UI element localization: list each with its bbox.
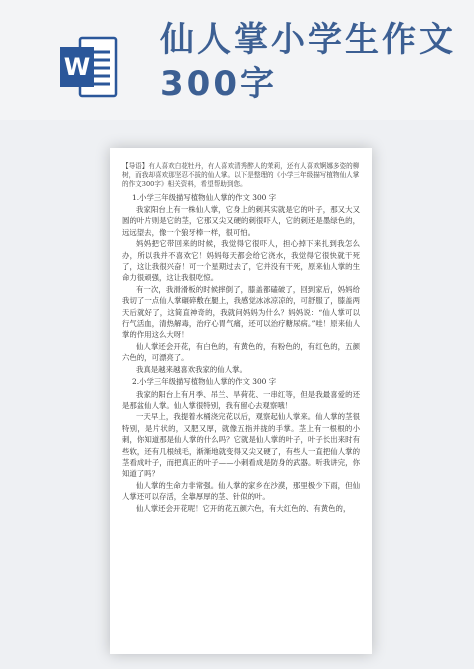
document-content — [122, 162, 360, 514]
paragraph: 我家的阳台上有月季、吊兰、旱荷花、一串红等，但是我最喜爱的还是那盆仙人掌。仙人掌很特别，我有留心去观察哦！ — [122, 389, 360, 410]
paragraph: 我家阳台上有一株仙人掌，它身上的刺其实就是它的叶子，那又大又圆的叶片则是它的茎，它那又尖又硬的刺很吓人，它的刺还是墨绿色的，远远望去，像一个狼牙棒一样，很可怕。 — [122, 205, 360, 237]
paragraph: 一天早上，我提着水桶浇完花以后，观察起仙人掌来。仙人掌的茎很特别，是片状的，又肥又厚，就像五指并拢的手掌。茎上有一根根的小刺，你知道那是仙人掌的什么吗？它就是仙人掌的叶子，叶子长出来时有些软，还有几根绒毛，渐渐地就变得又尖又硬了，有些人一直把仙人掌的茎看成叶子，而把真正的叶子——小刺看成是防身的武器。听我讲完，你知道了吗？ — [122, 412, 360, 479]
page-title — [160, 18, 456, 106]
section-1-title: 1.小学三年级描写植物仙人掌的作文 300 字 — [132, 192, 277, 202]
paragraph: 我真是越来越喜欢我家的仙人掌。 — [136, 364, 247, 374]
paragraph: 妈妈把它带回来的时候，我觉得它很吓人，担心掉下来扎到我怎么办，所以我并不喜欢它！妈妈每天都会给它浇水，我觉得它很快就干死了，这让我很兴奋！可一个星期过去了，它并没有干死，原来仙人掌的生命力很顽强，这让我很吃惊。 — [122, 239, 360, 283]
paragraph: 仙人掌还会开花，有白色的，有黄色的，有粉色的，有红色的，五颜六色的，可漂亮了。 — [122, 341, 360, 363]
paragraph: 仙人掌还会开花呢！它开的花五颜六色，有大红色的、有黄色的， — [136, 503, 351, 513]
word-icon-letter: W — [63, 53, 91, 81]
title-line-2: 300字 — [160, 64, 277, 104]
title-line-1: 仙人掌小学生作文 — [160, 20, 456, 60]
paragraph: 有一次，我滑滑板的时候摔倒了，膝盖都磕破了，回到家后，妈妈给我切了一点仙人掌碾碎敷在腿上，我感觉冰冰凉凉的，可舒服了，膝盖两天后就好了，这简直神奇的，我就问妈妈为什么？妈妈说：“仙人掌可以行气活血，清热解毒，治疗心胃气痛，还可以治疗糖尿病。”哇！原来仙人掌的作用这么大呀！ — [122, 284, 360, 340]
guide-paragraph: 【导语】有人喜欢白花牡丹，有人喜欢清秀醉人的茉莉，还有人喜欢婀娜多姿的柳树，而我却喜欢那坚忍不拔的仙人掌。以下是整理的《小学三年级描写植物仙人掌的作文300字》相关资料，希望帮助到您。 — [122, 162, 360, 189]
word-document-icon — [60, 36, 118, 98]
paragraph: 仙人掌的生命力非常强。仙人掌的家乡在沙漠，那里极少下雨，但仙人掌还可以存活，全靠厚厚的茎、针似的叶。 — [122, 480, 360, 502]
header-banner — [0, 0, 474, 120]
document-page — [110, 148, 372, 654]
section-2-title: 2.小学三年级描写植物仙人掌的作文 300 字 — [132, 377, 277, 387]
